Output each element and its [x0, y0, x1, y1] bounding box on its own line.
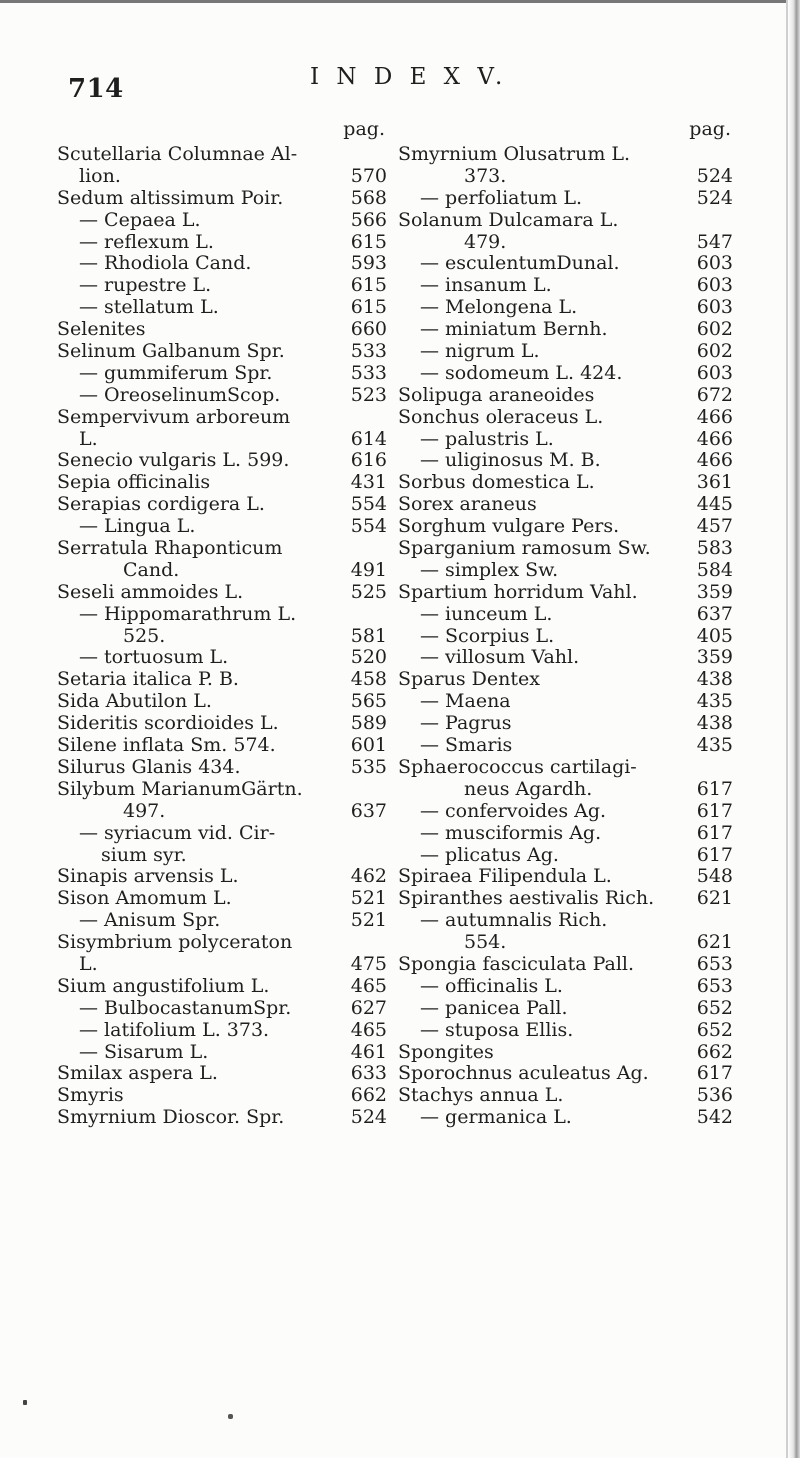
entry-label: — esculentumDunal.: [420, 252, 620, 275]
pag-heading-left: [57, 118, 387, 144]
entry-page-number: 438: [696, 668, 733, 691]
index-entry: [398, 232, 733, 254]
entry-label: Sparganium ramosum Sw.: [398, 537, 651, 560]
index-entry: [398, 582, 733, 604]
entry-page-number: 584: [696, 558, 733, 581]
entry-page-number: 570: [350, 164, 387, 187]
pag-heading-right: [398, 118, 733, 144]
entry-label: Selenites: [57, 318, 146, 341]
entry-label: Sium angustifolium L.: [57, 974, 270, 997]
entry-page-number: 617: [696, 843, 733, 866]
entry-page-number: 637: [696, 602, 733, 625]
index-entry: [398, 1042, 733, 1064]
index-entry: [57, 647, 387, 669]
entry-page-number: 536: [696, 1084, 733, 1107]
index-entry: [57, 516, 387, 538]
entry-label: Smyris: [57, 1084, 124, 1107]
index-entry: [57, 253, 387, 275]
index-entry: [57, 626, 387, 648]
entry-label: — rupestre L.: [79, 274, 212, 297]
entry-page-number: 672: [696, 383, 733, 406]
entry-label: — plicatus Ag.: [420, 843, 559, 866]
entry-page-number: 653: [696, 974, 733, 997]
index-entry: [57, 319, 387, 341]
index-entry: [398, 845, 733, 867]
entry-label: Cand.: [123, 558, 180, 581]
entry-page-number: 603: [696, 361, 733, 384]
entry-label: Sphaerococcus cartilagi-: [398, 755, 637, 778]
entry-label: — Scorpius L.: [420, 624, 555, 647]
entry-label: — Cepaea L.: [79, 208, 201, 231]
index-entry: [398, 275, 733, 297]
entry-label: Spongites: [398, 1040, 494, 1063]
index-entry: [57, 669, 387, 691]
entry-label: — Sisarum L.: [79, 1040, 209, 1063]
entry-label: — Melongena L.: [420, 296, 578, 319]
index-entry: [398, 866, 733, 888]
index-entry: [398, 976, 733, 998]
entry-label: Silurus Glanis 434.: [57, 755, 241, 778]
entry-page-number: 581: [350, 624, 387, 647]
entry-label: — villosum Vahl.: [420, 646, 580, 669]
index-entry: [57, 472, 387, 494]
entry-page-number: 617: [696, 1062, 733, 1085]
entry-page-number: 548: [696, 865, 733, 888]
entry-page-number: 435: [696, 734, 733, 757]
entry-label: — Hippomarathrum L.: [79, 602, 297, 625]
index-entry: [398, 166, 733, 188]
index-column-right: [398, 118, 733, 1129]
entry-label: — panicea Pall.: [420, 996, 568, 1019]
entry-page-number: 542: [696, 1106, 733, 1129]
entry-label: — Maena: [420, 690, 511, 713]
index-entry: [57, 713, 387, 735]
entry-label: — officinalis L.: [420, 974, 563, 997]
index-entry: [398, 319, 733, 341]
entry-label: Sepia officinalis: [57, 471, 211, 494]
index-entry: [398, 1063, 733, 1085]
index-entry: [57, 998, 387, 1020]
index-entry: [398, 450, 733, 472]
entry-label: — sodomeum L. 424.: [420, 361, 623, 384]
index-entry: [57, 560, 387, 582]
entry-page-number: 568: [350, 186, 387, 209]
page-number: 714: [68, 74, 124, 104]
entry-page-number: 466: [696, 405, 733, 428]
entry-label: Solipuga araneoides: [398, 383, 595, 406]
entry-label: — reflexum L.: [79, 230, 214, 253]
entry-page-number: 554: [350, 515, 387, 538]
page-header: [56, 60, 746, 104]
entry-page-number: 621: [696, 931, 733, 954]
entry-page-number: 524: [350, 1106, 387, 1129]
entry-page-number: 535: [350, 755, 387, 778]
entry-page-number: 662: [696, 1040, 733, 1063]
entry-page-number: 359: [696, 646, 733, 669]
index-entry: [57, 954, 387, 976]
entry-page-number: 589: [350, 712, 387, 735]
index-entry: [57, 823, 387, 845]
entry-label: Spiranthes aestivalis Rich.: [398, 887, 655, 910]
entry-label: Sonchus oleraceus L.: [398, 405, 604, 428]
entry-label: Smyrnium Olusatrum L.: [398, 143, 631, 165]
entry-page-number: 361: [696, 471, 733, 494]
entry-label: — stuposa Ellis.: [420, 1018, 574, 1041]
index-entry: [57, 297, 387, 319]
index-entry: [57, 910, 387, 932]
entry-label: 554.: [464, 931, 507, 954]
index-entry: [398, 757, 733, 779]
entry-label: — iunceum L.: [420, 602, 553, 625]
entry-label: Spartium horridum Vahl.: [398, 580, 638, 603]
entry-page-number: 466: [696, 449, 733, 472]
index-entry: [398, 560, 733, 582]
index-entry: [57, 166, 387, 188]
index-entry: [57, 538, 387, 560]
index-entry: [57, 210, 387, 232]
entry-label: Sparus Dentex: [398, 668, 540, 691]
entry-label: 525.: [123, 624, 166, 647]
entry-page-number: 520: [350, 646, 387, 669]
entry-label: Sporochnus aculeatus Ag.: [398, 1062, 649, 1085]
entry-label: — perfoliatum L.: [420, 186, 583, 209]
index-entry: [398, 735, 733, 757]
index-entry: [398, 341, 733, 363]
index-entry: [398, 647, 733, 669]
entry-label: Smilax aspera L.: [57, 1062, 218, 1085]
index-entry: [398, 472, 733, 494]
entry-page-number: 521: [350, 909, 387, 932]
index-entry: [398, 888, 733, 910]
entry-label: — autumnalis Rich.: [420, 909, 608, 932]
entry-label: Sorex araneus: [398, 493, 537, 516]
entry-page-number: 554: [350, 493, 387, 516]
entry-page-number: 491: [350, 558, 387, 581]
entry-page-number: 603: [696, 252, 733, 275]
index-column-left: [57, 118, 387, 1129]
entry-label: Spiraea Filipendula L.: [398, 865, 612, 888]
entry-label: — nigrum L.: [420, 340, 540, 363]
top-border: [0, 0, 800, 3]
entry-page-number: 653: [696, 952, 733, 975]
entry-label: — latifolium L. 373.: [79, 1018, 270, 1041]
entry-page-number: 457: [696, 515, 733, 538]
index-entry: [398, 998, 733, 1020]
entry-page-number: 438: [696, 712, 733, 735]
entry-label: Selinum Galbanum Spr.: [57, 340, 285, 363]
index-entry: [57, 144, 387, 166]
entry-label: Serratula Rhaponticum: [57, 537, 283, 560]
index-entry: [398, 363, 733, 385]
index-entry: [57, 363, 387, 385]
entry-page-number: 593: [350, 252, 387, 275]
index-entry: [398, 188, 733, 210]
entry-label: — BulbocastanumSpr.: [79, 996, 292, 1019]
entry-label: L.: [79, 427, 98, 450]
entry-page-number: 603: [696, 274, 733, 297]
index-entry: [57, 582, 387, 604]
entry-label: — Pagrus: [420, 712, 512, 735]
entry-label: sium syr.: [101, 843, 187, 866]
entry-label: L.: [79, 952, 98, 975]
pag-label: pag.: [689, 118, 731, 140]
entry-label: — Smaris: [420, 734, 513, 757]
entry-label: — miniatum Bernh.: [420, 318, 608, 341]
page-edge-shadow: [788, 0, 800, 1458]
entry-page-number: 615: [350, 296, 387, 319]
entry-page-number: 465: [350, 1018, 387, 1041]
entry-label: Sida Abutilon L.: [57, 690, 212, 713]
index-entry: [57, 494, 387, 516]
entry-page-number: 617: [696, 821, 733, 844]
entry-label: lion.: [79, 164, 121, 187]
index-entry: [398, 823, 733, 845]
index-entry: [398, 1020, 733, 1042]
entry-label: — simplex Sw.: [420, 558, 559, 581]
index-entry: [57, 275, 387, 297]
entry-page-number: 462: [350, 865, 387, 888]
entry-page-number: 616: [350, 449, 387, 472]
entry-label: neus Agardh.: [464, 777, 593, 800]
entry-label: 373.: [464, 164, 507, 187]
entry-label: Silybum MarianumGärtn.: [57, 777, 303, 800]
index-entry: [398, 691, 733, 713]
entry-label: — gummiferum Spr.: [79, 361, 273, 384]
index-entry: [57, 1020, 387, 1042]
entry-page-number: 525: [350, 580, 387, 603]
entry-label: Stachys annua L.: [398, 1084, 564, 1107]
entry-page-number: 602: [696, 340, 733, 363]
entry-page-number: 466: [696, 427, 733, 450]
index-entry: [57, 976, 387, 998]
entry-page-number: 523: [350, 383, 387, 406]
index-entry: [398, 210, 733, 232]
entry-label: Sempervivum arboreum: [57, 405, 291, 428]
entry-page-number: 521: [350, 887, 387, 910]
entry-label: Setaria italica P. B.: [57, 668, 239, 691]
entry-page-number: 615: [350, 230, 387, 253]
entry-page-number: 633: [350, 1062, 387, 1085]
entry-page-number: 614: [350, 427, 387, 450]
entry-page-number: 566: [350, 208, 387, 231]
entry-page-number: 662: [350, 1084, 387, 1107]
index-entry: [398, 1085, 733, 1107]
index-entry: [398, 144, 733, 166]
entry-label: Scutellaria Columnae Al-: [57, 143, 298, 165]
entry-label: — stellatum L.: [79, 296, 219, 319]
entry-page-number: 524: [696, 186, 733, 209]
entry-label: Sideritis scordioides L.: [57, 712, 279, 735]
index-entry: [398, 801, 733, 823]
index-entry: [398, 910, 733, 932]
entry-label: Senecio vulgaris L. 599.: [57, 449, 290, 472]
entry-page-number: 475: [350, 952, 387, 975]
entry-page-number: 602: [696, 318, 733, 341]
entry-label: Sisymbrium polyceraton: [57, 931, 293, 954]
entry-label: Sison Amomum L.: [57, 887, 232, 910]
index-entry: [57, 735, 387, 757]
index-entry: [57, 429, 387, 451]
entry-label: Sinapis arvensis L.: [57, 865, 239, 888]
entry-page-number: 547: [696, 230, 733, 253]
entry-label: Smyrnium Dioscor. Spr.: [57, 1106, 285, 1129]
entry-label: — OreoselinumScop.: [79, 383, 281, 406]
index-entry: [398, 429, 733, 451]
index-entry: [398, 385, 733, 407]
entry-page-number: 617: [696, 777, 733, 800]
index-entry: [57, 1107, 387, 1129]
entry-page-number: 435: [696, 690, 733, 713]
pag-label: pag.: [343, 118, 385, 140]
entry-page-number: 621: [696, 887, 733, 910]
print-mark: [228, 1414, 233, 1419]
index-entry: [398, 779, 733, 801]
entry-page-number: 601: [350, 734, 387, 757]
index-entry: [57, 845, 387, 867]
index-entry: [57, 866, 387, 888]
entry-label: Spongia fasciculata Pall.: [398, 952, 635, 975]
entry-label: — Rhodiola Cand.: [79, 252, 252, 275]
index-entry: [398, 494, 733, 516]
entry-label: Sedum altissimum Poir.: [57, 186, 284, 209]
entry-page-number: 458: [350, 668, 387, 691]
running-title: I N D E X V.: [310, 64, 508, 90]
index-entry: [57, 604, 387, 626]
index-entry: [57, 1042, 387, 1064]
entry-label: — tortuosum L.: [79, 646, 229, 669]
entry-page-number: 445: [696, 493, 733, 516]
entry-label: — germanica L.: [420, 1106, 572, 1129]
index-entry: [57, 932, 387, 954]
index-entry: [398, 669, 733, 691]
entry-page-number: 652: [696, 996, 733, 1019]
entry-page-number: 533: [350, 361, 387, 384]
entry-label: — Lingua L.: [79, 515, 196, 538]
index-entry: [398, 407, 733, 429]
index-entry: [57, 757, 387, 779]
entry-page-number: 627: [350, 996, 387, 1019]
entry-label: Solanum Dulcamara L.: [398, 208, 619, 231]
index-entry: [57, 232, 387, 254]
entry-label: Seseli ammoides L.: [57, 580, 244, 603]
entry-label: — syriacum vid. Cir-: [79, 821, 276, 844]
index-entry: [398, 1107, 733, 1129]
entry-page-number: 461: [350, 1040, 387, 1063]
entry-page-number: 652: [696, 1018, 733, 1041]
index-entry: [398, 604, 733, 626]
index-entry: [57, 1085, 387, 1107]
index-entry: [57, 691, 387, 713]
index-entry: [57, 188, 387, 210]
index-entry: [57, 888, 387, 910]
index-entry: [398, 253, 733, 275]
index-entry: [57, 341, 387, 363]
entry-label: Silene inflata Sm. 574.: [57, 734, 276, 757]
entry-label: — Anisum Spr.: [79, 909, 221, 932]
entry-page-number: 615: [350, 274, 387, 297]
entry-label: — uliginosus M. B.: [420, 449, 601, 472]
index-entry: [57, 450, 387, 472]
entry-page-number: 431: [350, 471, 387, 494]
entry-label: — confervoides Ag.: [420, 799, 607, 822]
entry-page-number: 533: [350, 340, 387, 363]
entry-page-number: 405: [696, 624, 733, 647]
entry-page-number: 637: [350, 799, 387, 822]
entry-label: — musciformis Ag.: [420, 821, 602, 844]
entry-label: — insanum L.: [420, 274, 552, 297]
index-entry: [398, 538, 733, 560]
print-mark: [23, 1400, 27, 1405]
index-entry: [398, 954, 733, 976]
entry-label: 479.: [464, 230, 507, 253]
entry-page-number: 660: [350, 318, 387, 341]
index-entry: [398, 516, 733, 538]
entry-page-number: 465: [350, 974, 387, 997]
index-entry: [57, 385, 387, 407]
entry-label: Sorbus domestica L.: [398, 471, 595, 494]
index-entry: [57, 407, 387, 429]
index-entry: [398, 626, 733, 648]
entry-page-number: 617: [696, 799, 733, 822]
index-entry: [57, 801, 387, 823]
entry-page-number: 359: [696, 580, 733, 603]
entry-page-number: 565: [350, 690, 387, 713]
index-entry: [398, 713, 733, 735]
index-entry: [57, 1063, 387, 1085]
entry-page-number: 603: [696, 296, 733, 319]
index-entry: [57, 779, 387, 801]
entry-page-number: 583: [696, 537, 733, 560]
index-entry: [398, 932, 733, 954]
entry-label: 497.: [123, 799, 166, 822]
entry-label: Serapias cordigera L.: [57, 493, 265, 516]
entry-label: — palustris L.: [420, 427, 554, 450]
entry-label: Sorghum vulgare Pers.: [398, 515, 620, 538]
entry-page-number: 524: [696, 164, 733, 187]
index-entry: [398, 297, 733, 319]
